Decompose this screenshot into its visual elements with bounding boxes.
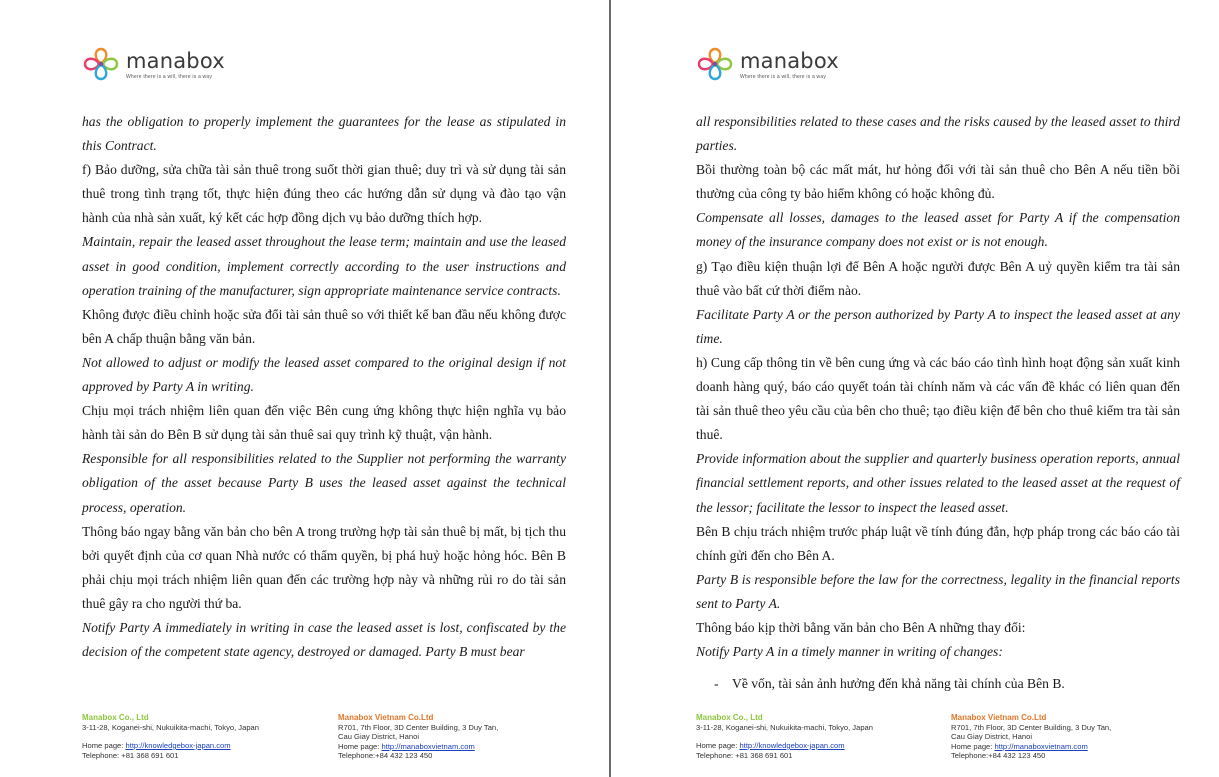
paragraph: Provide information about the supplier and quarterly business operation reports, annual financial settlement reports, and other issues related to the leased asset at the request of the lessor; facilitate the lessor to inspect the leased asset.	[696, 451, 1180, 515]
paragraph: Bồi thường toàn bộ các mất mát, hư hỏng đối với tài sản thuê cho Bên A nếu tiền bồi thường của công ty bảo hiểm không có hoặc không đủ.	[696, 162, 1180, 202]
left-body-text	[82, 110, 566, 664]
paragraph: f) Bảo dưỡng, sửa chữa tài sản thuê trong suốt thời gian thuê; duy trì và sử dụng tài sản thuê trong tình trạng tốt, thực hiện đúng theo các hướng dẫn sử dụng và đào tạo vận hành của nhà sản xuất, ký kết các hợp đồng dịch vụ bảo dưỡng thích hợp.	[82, 162, 566, 226]
manabox-logo-icon	[82, 46, 120, 82]
paragraph: Notify Party A immediately in writing in case the leased asset is lost, confiscated by the decision of the competent state agency, destroyed or damaged. Party B must bear	[82, 619, 566, 660]
paragraph: Not allowed to adjust or modify the leased asset compared to the original design if not approved by Party A in writing.	[82, 354, 566, 395]
footer-company-jp: Manabox Co., Ltd	[82, 713, 149, 722]
paragraph: Notify Party A in a timely manner in writing of changes:	[696, 644, 1003, 660]
paragraph: Party B is responsible before the law for the correctness, legality in the financial reports sent to Party A.	[696, 571, 1180, 611]
footer-company-vn: Manabox Vietnam Co.Ltd	[951, 713, 1047, 722]
paragraph: Thông báo kịp thời bằng văn bản cho Bên A những thay đổi:	[696, 619, 1026, 635]
footer-tel-vn: Telephone:+84 432 123 450	[338, 751, 433, 760]
logo-tagline: Where there is a will, there is a way	[126, 74, 213, 80]
footer-home-label: Home page:	[696, 741, 740, 750]
right-body-text	[696, 110, 1180, 696]
bullet-text: Về vốn, tài sản ảnh hưởng đến khả năng tài chính của Bên B.	[732, 676, 1065, 692]
footer-vietnam	[951, 713, 1161, 761]
paragraph: Chịu mọi trách nhiệm liên quan đến việc Bên cung ứng không thực hiện nghĩa vụ bảo hành tài sản do Bên B sử dụng tài sản thuê sai quy trình kỹ thuật, vận hành.	[82, 403, 566, 443]
paragraph: g) Tạo điều kiện thuận lợi để Bên A hoặc người được Bên A uỷ quyền kiểm tra tài sản thuê vào bất cứ thời điểm nào.	[696, 258, 1180, 298]
logo-brand-text: manabox	[740, 49, 839, 73]
footer-address-jp: 3-11-28, Koganei-shi, Nukuikita-machi, Tokyo, Japan	[82, 722, 259, 732]
footer-address-vn-1: R701, 7th Floor, 3D Center Building, 3 Duy Tan,	[338, 722, 499, 732]
footer-home-link-vn[interactable]: http://manaboxvietnam.com	[381, 741, 475, 751]
page-divider	[609, 0, 611, 777]
logo-brand-text: manabox	[126, 49, 225, 73]
footer-home-link-jp[interactable]: http://knowledgebox-japan.com	[739, 741, 845, 750]
footer-home-label: Home page:	[951, 741, 995, 751]
footer-address-vn-1: R701, 7th Floor, 3D Center Building, 3 Duy Tan,	[951, 722, 1112, 732]
document-page-right	[612, 0, 1219, 777]
bullet-item	[696, 672, 1180, 696]
footer-company-vn: Manabox Vietnam Co.Ltd	[338, 713, 434, 722]
paragraph: Facilitate Party A or the person authorized by Party A to inspect the leased asset at any time.	[696, 306, 1180, 346]
footer-tel-jp: Telephone: +81 368 691 601	[82, 750, 179, 760]
paragraph: Bên B chịu trách nhiệm trước pháp luật về tính đúng đắn, hợp pháp trong các báo cáo tài chính gửi đến cho Bên A.	[696, 523, 1180, 563]
paragraph: all responsibilities related to these cases and the risks caused by the leased asset to third parties.	[696, 114, 1180, 154]
footer-home-label: Home page:	[82, 741, 126, 750]
footer-vietnam	[338, 713, 548, 761]
footer-tel-vn: Telephone:+84 432 123 450	[951, 751, 1046, 760]
footer-home-link-jp[interactable]: http://knowledgebox-japan.com	[125, 741, 231, 750]
paragraph: Responsible for all responsibilities related to the Supplier not performing the warranty obligation of the asset because Party B uses the leased asset against the technical process, operation.	[82, 451, 566, 515]
paragraph: has the obligation to properly implement the guarantees for the lease as stipulated in this Contract.	[82, 114, 566, 154]
footer-company-jp: Manabox Co., Ltd	[696, 713, 763, 722]
logo-tagline: Where there is a will, there is a way	[740, 74, 827, 80]
footer-japan	[696, 713, 946, 760]
paragraph: Maintain, repair the leased asset throughout the lease term; maintain and use the leased asset in good condition, implement correctly according to the user instructions and operation training of the manufacturer, sign appropriate maintenance service contracts.	[82, 234, 566, 298]
manabox-logo	[696, 46, 839, 82]
paragraph: Không được điều chỉnh hoặc sửa đổi tài sản thuê so với thiết kế ban đầu nếu không được bên A chấp thuận bằng văn bản.	[82, 306, 566, 346]
footer-address-vn-2: Cau Giay District, Hanoi	[951, 732, 1033, 741]
manabox-logo-icon	[696, 46, 734, 82]
footer-address-vn-2: Cau Giay District, Hanoi	[338, 732, 420, 741]
manabox-logo	[82, 46, 225, 82]
footer-address-jp: 3-11-28, Koganei-shi, Nukuikita-machi, Tokyo, Japan	[696, 722, 873, 732]
paragraph: h) Cung cấp thông tin về bên cung ứng và các báo cáo tình hình hoạt động sản xuất kinh doanh hàng quý, báo cáo quyết toán tài chính năm và các vấn đề khác có liên quan đến tài sản thuê theo yêu cầu của bên cho thuê; tạo điều kiện để bên cho thuê kiểm tra tài sản thuê.	[696, 354, 1180, 443]
footer-japan	[82, 713, 332, 760]
footer-tel-jp: Telephone: +81 368 691 601	[696, 750, 793, 760]
footer-home-link-vn[interactable]: http://manaboxvietnam.com	[994, 741, 1088, 751]
footer-home-label: Home page:	[338, 741, 382, 751]
bullet-dash: -	[714, 676, 719, 692]
paragraph: Thông báo ngay bằng văn bản cho bên A trong trường hợp tài sản thuê bị mất, bị tịch thu bởi quyết định của cơ quan Nhà nước có thẩm quyền, bị phá huỷ hoặc hỏng hóc. Bên B phải chịu mọi trách nhiệm liên quan đến các trường hợp này và những rủi ro do tài sản thuê gây ra cho người thứ ba.	[82, 523, 566, 611]
paragraph: Compensate all losses, damages to the leased asset for Party A if the compensation money of the insurance company does not exist or is not enough.	[696, 210, 1180, 250]
